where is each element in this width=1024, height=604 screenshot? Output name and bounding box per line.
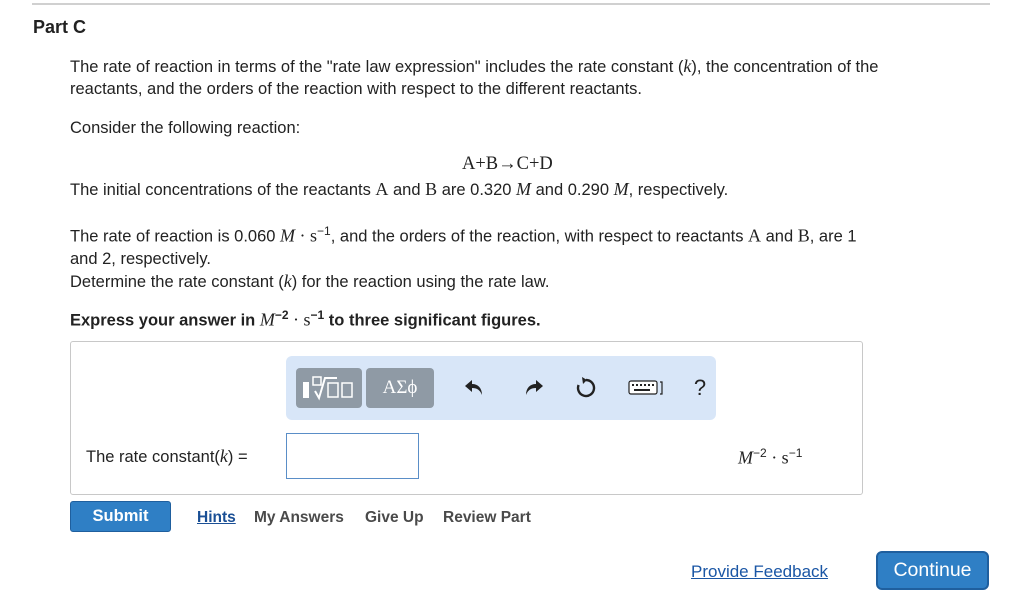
determine-text-b: ) for the reaction using the rate law. xyxy=(291,272,550,291)
determine-text-a: Determine the rate constant ( xyxy=(70,272,284,291)
help-button[interactable]: ? xyxy=(693,375,707,400)
answer-label-k: k xyxy=(219,446,228,466)
intro-text-2: reactants, and the orders of the reaction with respect to the different reactants. xyxy=(70,80,643,98)
conc-are: are 0.320 xyxy=(437,181,517,199)
reactant-a: A xyxy=(375,179,389,199)
keyboard-icon[interactable] xyxy=(626,370,666,406)
give-up-link[interactable]: Give Up xyxy=(365,509,424,526)
k-symbol: k xyxy=(683,56,692,76)
rate-unit-s: · s xyxy=(295,225,318,246)
express-exp-1: −2 xyxy=(274,308,289,322)
hints-link[interactable]: Hints xyxy=(197,509,236,526)
templates-sqrt-icon xyxy=(301,374,357,402)
continue-button[interactable]: Continue xyxy=(876,551,989,590)
review-part-link[interactable]: Review Part xyxy=(443,509,531,526)
rate-text xyxy=(70,220,857,293)
provide-feedback-link[interactable]: Provide Feedback xyxy=(691,562,829,581)
math-toolbar xyxy=(286,356,716,420)
part-title: Part C xyxy=(33,17,87,37)
determine-k: k xyxy=(283,270,292,291)
answer-unit-exp2: −1 xyxy=(788,446,803,460)
reactant-b: B xyxy=(425,179,438,199)
express-exp-2: −1 xyxy=(310,308,325,322)
consider-text: Consider the following reaction: xyxy=(70,119,301,137)
rate-text-2: and 2, respectively. xyxy=(70,249,211,268)
answer-label-a: The rate constant( xyxy=(86,448,220,466)
intro-text-1a: The rate of reaction in terms of the "rate law expression" includes the rate constant ( xyxy=(70,58,684,76)
redo-icon[interactable] xyxy=(518,370,550,406)
express-instructions xyxy=(70,304,541,332)
top-divider xyxy=(32,3,990,5)
symbols-button[interactable]: ΑΣϕ xyxy=(366,368,434,408)
rate-text-b: , and the orders of the reaction, with respect to reactants xyxy=(330,227,749,246)
intro-text xyxy=(70,55,878,100)
rate-unit-exp: −1 xyxy=(317,224,331,238)
conc-and-2: and 0.290 xyxy=(531,181,614,199)
submit-button[interactable]: Submit xyxy=(70,501,171,532)
express-unit-m: M xyxy=(259,309,275,330)
rate-text-a: The rate of reaction is 0.060 xyxy=(70,227,281,246)
answer-label-b: ) = xyxy=(227,448,248,466)
conc-and: and xyxy=(388,181,426,199)
answer-unit-m: M xyxy=(738,447,753,468)
conc-text-a: The initial concentrations of the reactants xyxy=(70,181,376,199)
answer-unit-s: · s xyxy=(766,447,789,468)
express-text-a: Express your answer in xyxy=(70,311,260,330)
conc-respectively: , respectively. xyxy=(628,181,729,199)
answer-unit xyxy=(738,446,802,468)
molar-unit-1: M xyxy=(516,179,532,199)
express-text-b: to three significant figures. xyxy=(324,311,541,330)
concentrations-text xyxy=(70,178,728,201)
rate-unit-m: M xyxy=(280,225,296,246)
rate-and: and xyxy=(761,227,798,246)
intro-text-1b: ), the concentration of the xyxy=(691,58,879,76)
express-unit-s: · s xyxy=(288,309,311,330)
rate-reactant-b: B xyxy=(797,225,810,246)
rate-reactant-a: A xyxy=(748,225,762,246)
molar-unit-2: M xyxy=(613,179,629,199)
templates-button[interactable] xyxy=(296,368,362,408)
rate-text-c: , are 1 xyxy=(809,227,857,246)
reset-icon[interactable] xyxy=(570,370,602,406)
answer-label xyxy=(86,446,248,467)
reaction-equation: A+B→C+D xyxy=(462,154,553,174)
undo-icon[interactable] xyxy=(458,370,490,406)
answer-unit-exp1: −2 xyxy=(753,446,767,460)
my-answers-link[interactable]: My Answers xyxy=(254,509,344,526)
answer-input[interactable] xyxy=(286,433,419,479)
